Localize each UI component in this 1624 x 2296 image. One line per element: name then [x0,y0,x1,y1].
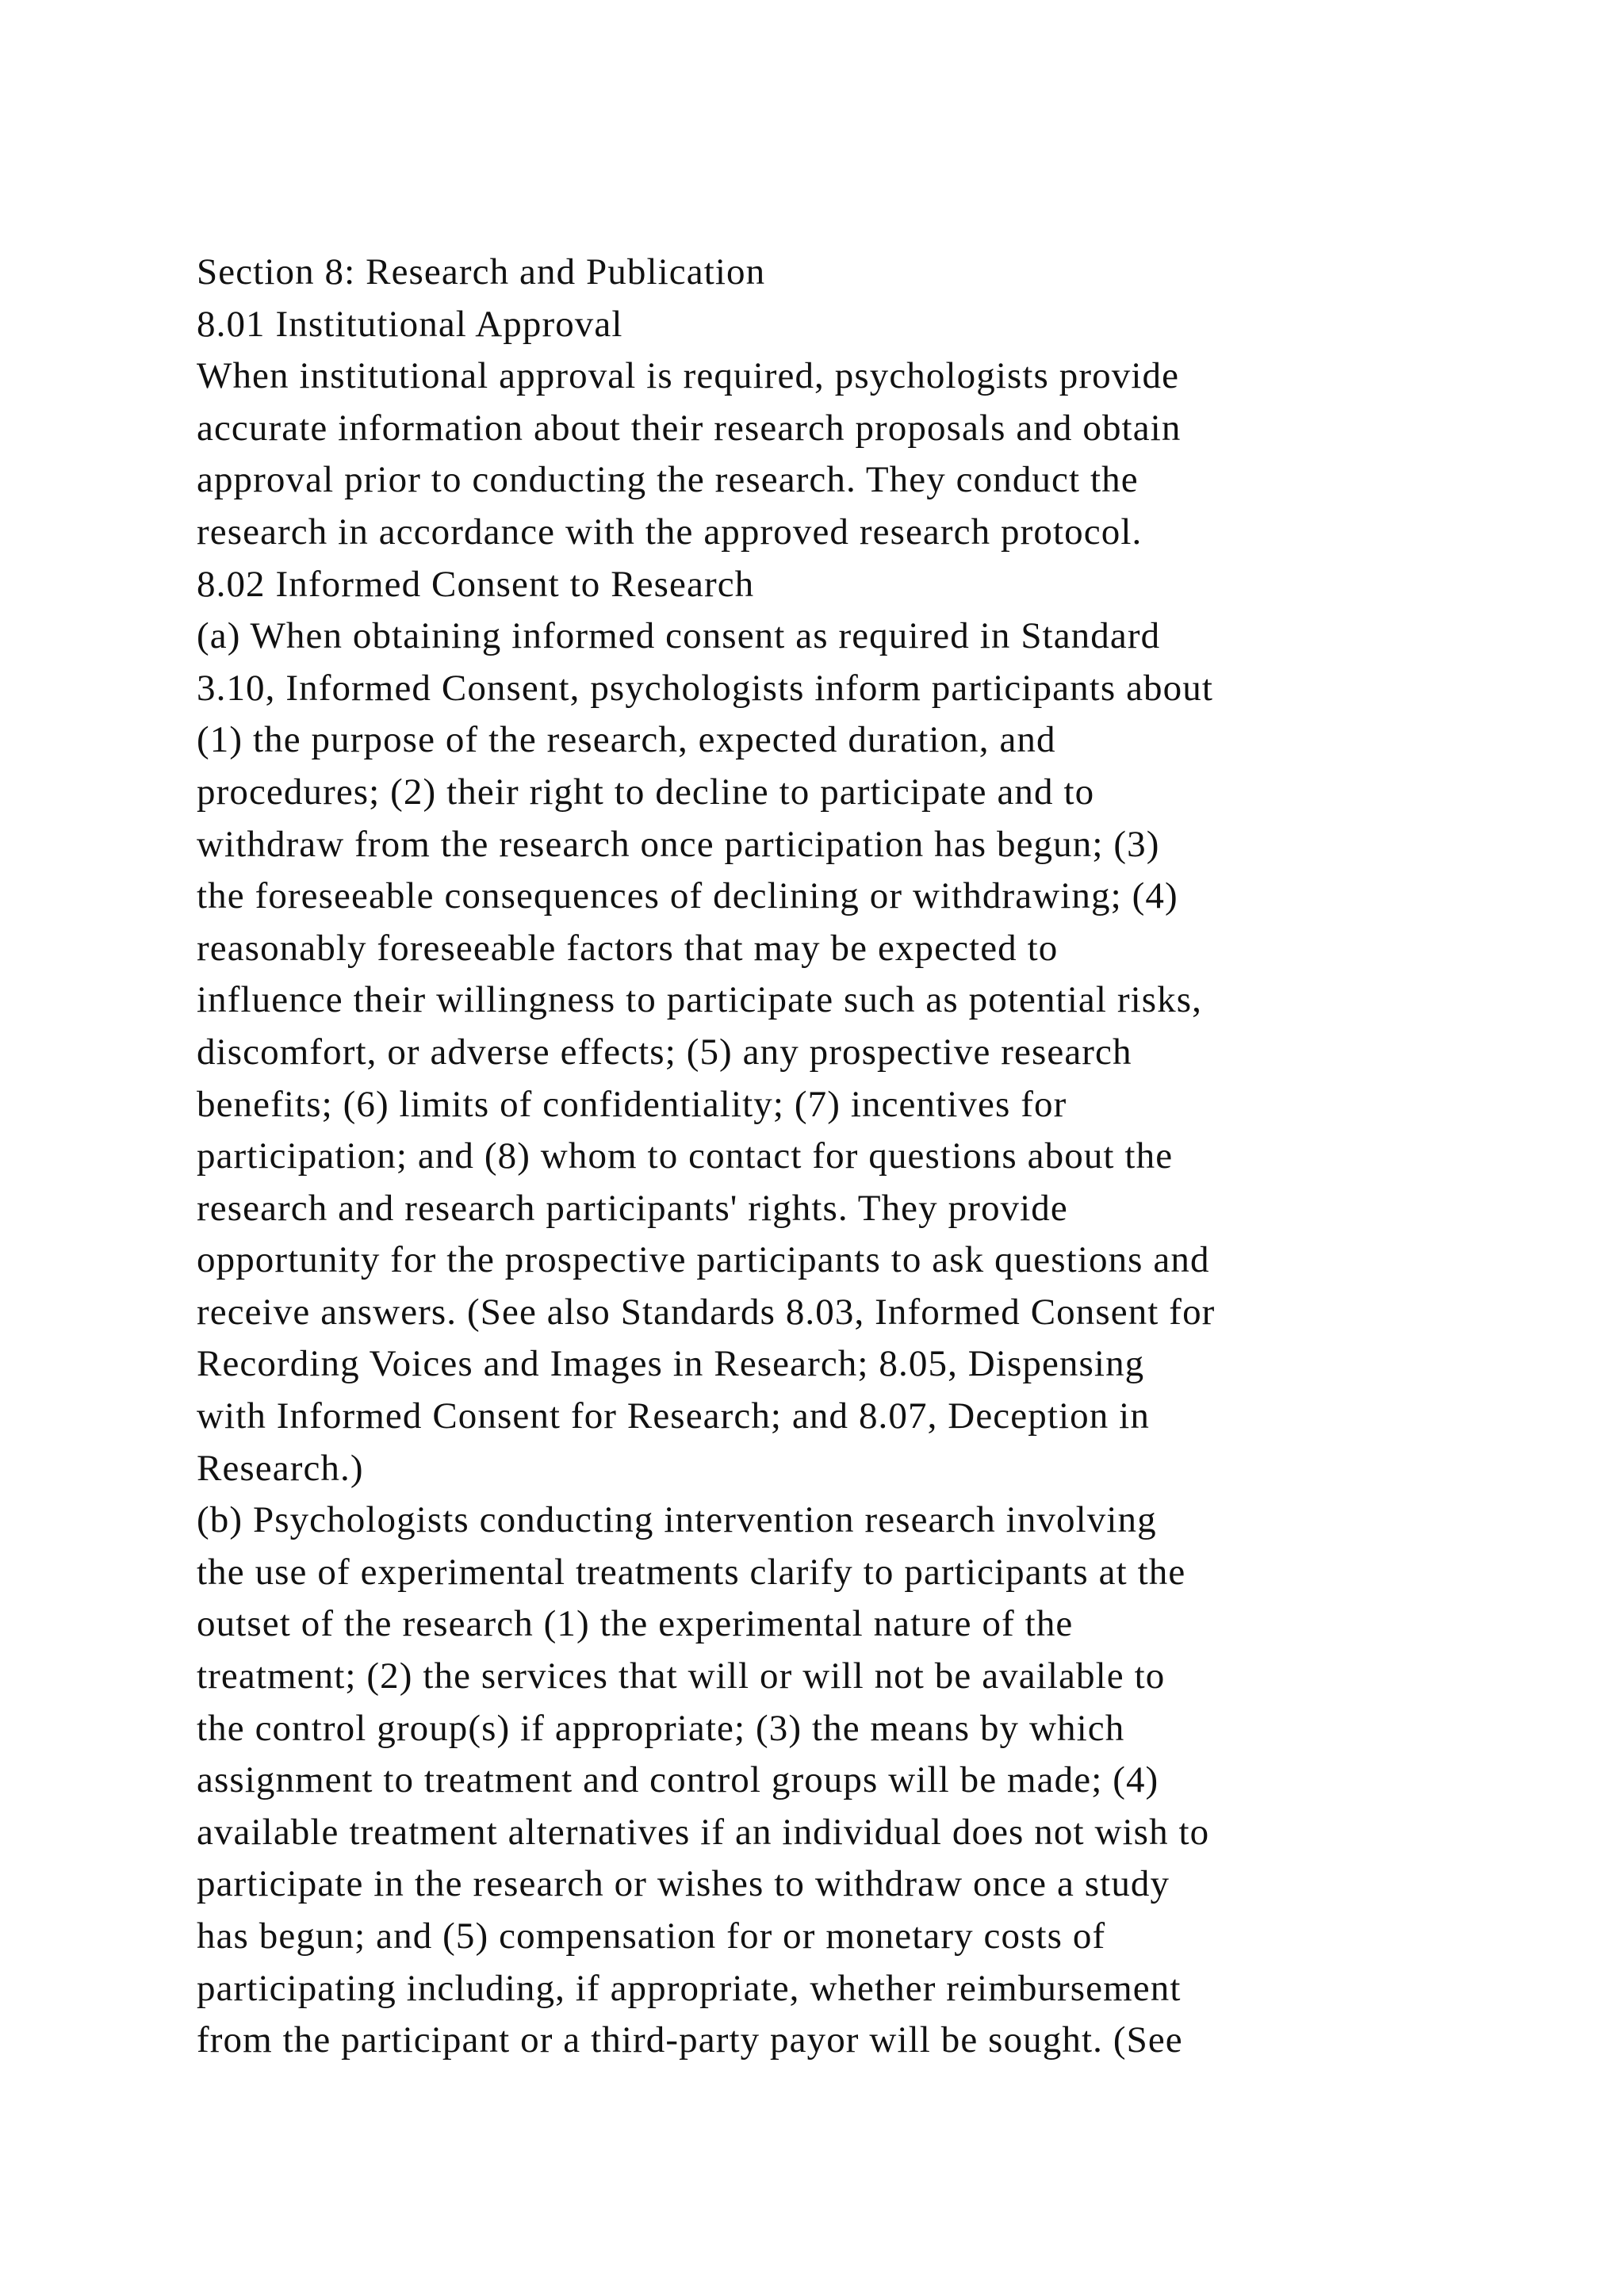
text-line: participate in the research or wishes to withdraw once a study [197,1863,1170,1905]
text-line: participation; and (8) whom to contact for questions about the [197,1135,1174,1177]
text-line: research in accordance with the approved research protocol. [197,511,1143,553]
text-line: discomfort, or adverse effects; (5) any prospective research [197,1031,1132,1073]
text-line: research and research participants' rights. They provide [197,1187,1068,1229]
text-line: influence their willingness to participate such as potential risks, [197,979,1202,1021]
text-line: 3.10, Informed Consent, psychologists inform participants about [197,667,1213,709]
text-line: receive answers. (See also Standards 8.03, Informed Consent for [197,1291,1216,1333]
subsection-heading-801: 8.01 Institutional Approval [197,303,623,345]
text-line: outset of the research (1) the experimental nature of the [197,1603,1074,1645]
text-line: opportunity for the prospective participants to ask questions and [197,1239,1210,1281]
text-line: the control group(s) if appropriate; (3) the means by which [197,1707,1125,1749]
text-line: approval prior to conducting the research. They conduct the [197,459,1139,501]
section-heading: Section 8: Research and Publication [197,251,766,293]
text-line: (a) When obtaining informed consent as required in Standard [197,615,1161,657]
text-line: procedures; (2) their right to decline to participate and to [197,771,1095,813]
text-line: accurate information about their research proposals and obtain [197,407,1182,449]
text-line: has begun; and (5) compensation for or monetary costs of [197,1915,1106,1957]
text-line: participating including, if appropriate, whether reimbursement [197,1967,1182,2009]
text-line: (1) the purpose of the research, expected duration, and [197,719,1056,761]
text-line: reasonably foreseeable factors that may be expected to [197,927,1059,969]
text-line: from the participant or a third-party payor will be sought. (See [197,2019,1183,2061]
text-line: the foreseeable consequences of declining or withdrawing; (4) [197,875,1178,917]
text-line: assignment to treatment and control groups will be made; (4) [197,1759,1159,1801]
text-line: available treatment alternatives if an individual does not wish to [197,1811,1210,1853]
text-line: withdraw from the research once participation has begun; (3) [197,823,1160,865]
text-line: Recording Voices and Images in Research; 8.05, Dispensing [197,1343,1145,1385]
text-line: the use of experimental treatments clarify to participants at the [197,1551,1186,1593]
document-text [197,247,1513,2067]
text-line: Research.) [197,1447,364,1489]
subsection-heading-802: 8.02 Informed Consent to Research [197,563,755,605]
text-line: with Informed Consent for Research; and 8.07, Deception in [197,1395,1150,1437]
text-line: treatment; (2) the services that will or will not be available to [197,1655,1166,1697]
text-line: (b) Psychologists conducting intervention research involving [197,1499,1157,1541]
text-line: When institutional approval is required, psychologists provide [197,355,1180,397]
text-line: benefits; (6) limits of confidentiality; (7) incentives for [197,1083,1067,1125]
